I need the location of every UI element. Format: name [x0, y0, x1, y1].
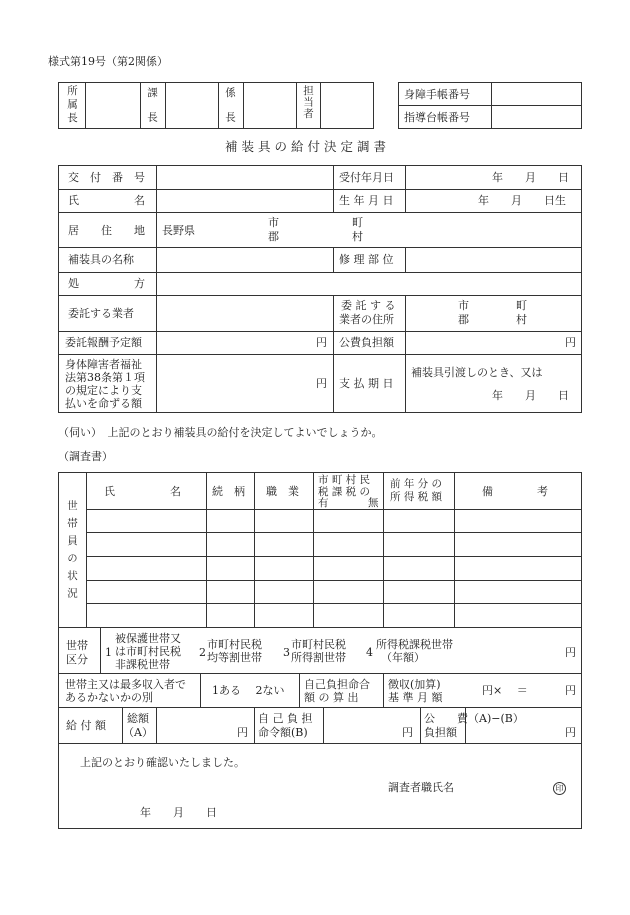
- shunyu-label-1: 世帯主又は最多収入者で: [65, 678, 186, 691]
- confirm-text: 上記のとおり確認いたしました。: [80, 756, 245, 769]
- setai-kubun-2: 区分: [66, 653, 88, 666]
- kubun-1-num: 1: [105, 646, 112, 659]
- kyoju-label: 居 住 地: [68, 224, 145, 237]
- header-kazei-1: 市 町 村 民: [318, 474, 371, 486]
- city-shi: 市: [268, 216, 279, 229]
- shimei-label: 氏 名: [68, 194, 145, 207]
- setaiin-side-label: 世帯員の状況: [66, 500, 78, 605]
- a-minus-b: （A)−(B）: [468, 712, 524, 725]
- shiharai-label: 支 払 期 日: [339, 377, 394, 390]
- header-biko: 備 考: [482, 485, 548, 498]
- header-zokugara: 続 柄: [212, 485, 245, 498]
- kubun-3-a: 市町村民税: [291, 638, 346, 651]
- shogai-yen: 円: [316, 377, 327, 390]
- town-cho: 町: [352, 216, 363, 229]
- choshu-label-2: 基 準 月 額: [388, 691, 443, 704]
- setai-kubun-1: 世帯: [66, 639, 88, 652]
- header-zeigaku-2: 所 得 税 額: [390, 491, 443, 503]
- sogaku-label-1: 総額: [127, 712, 149, 725]
- shidou-number-label: 指導台帳番号: [404, 111, 470, 124]
- seinen-label: 生 年 月 日: [339, 194, 394, 207]
- hoshu-label: 委託報酬予定額: [65, 336, 142, 349]
- investigator-label: 調査者職氏名: [388, 781, 454, 794]
- kubun-4-a: 所得税課税世帯: [376, 638, 453, 651]
- kohi-futan-label-2: 負担額: [424, 726, 457, 739]
- calc-formula: 円× ＝: [482, 684, 528, 697]
- jiko-label-1: 自己負担命合: [304, 678, 370, 691]
- kubun-1-c: 非課税世帯: [115, 658, 170, 671]
- seal-icon: 印: [553, 782, 566, 795]
- kubun-3-num: 3: [283, 646, 290, 659]
- approver-label-tantosha: 担当者: [302, 85, 314, 120]
- kubun-yen: 円: [565, 646, 576, 659]
- approver-label-shozokucho: 所属長: [66, 85, 78, 126]
- approver-stamp-box: [58, 82, 374, 129]
- itaku-cho: 町: [516, 299, 527, 312]
- header-shokugyo: 職 業: [266, 485, 299, 498]
- kohi-yen: 円: [565, 336, 576, 349]
- page-title: 補装具の給付決定調書: [225, 139, 391, 154]
- itaku-son: 村: [516, 313, 527, 326]
- sogaku-label-2: （A）: [123, 726, 153, 739]
- inquiry-text: （伺い） 上記のとおり補装具の給付を決定してよいでしょうか。: [58, 426, 383, 439]
- kyufu-label: 給 付 額: [66, 719, 106, 732]
- kubun-3-b: 所得割世帯: [291, 651, 346, 664]
- kubun-4-b: （年額）: [381, 651, 425, 664]
- town-son: 村: [352, 230, 363, 243]
- itaku-address-label-2: 業者の住所: [339, 313, 394, 326]
- hoshu-yen: 円: [316, 336, 327, 349]
- sogaku-yen: 円: [237, 726, 248, 739]
- kohi-futan-label-1: 公 費: [424, 712, 468, 725]
- kubun-2-num: 2: [199, 646, 206, 659]
- uketsuke-date: 年 月 日: [492, 171, 569, 184]
- city-gun: 郡: [268, 230, 279, 243]
- jiko-label-2: 額 の 算 出: [304, 691, 359, 704]
- approver-label-kakaricho: 係長: [224, 87, 236, 136]
- aru-nai-choice: 1ある 2ない: [212, 684, 285, 697]
- kubun-1-a: 被保護世帯又: [115, 632, 181, 645]
- jikofutan-label-2: 命令額(B): [258, 726, 308, 739]
- prefecture-text: 長野県: [162, 224, 195, 237]
- jikofutan-label-1: 自 己 負 担: [258, 712, 313, 725]
- shogai-label-3: の規定により支: [65, 384, 142, 397]
- kubun-2-a: 市町村民税: [207, 638, 262, 651]
- itaku-gun: 郡: [458, 313, 469, 326]
- kubun-1-b: は市町村民税: [115, 645, 181, 658]
- shogai-label-1: 身体障害者福祉: [65, 358, 142, 371]
- survey-label: （調査書）: [58, 450, 113, 463]
- header-kazei-2: 税 課 税 の: [318, 486, 371, 498]
- shiharai-date: 年 月 日: [492, 389, 569, 402]
- seinen-date: 年 月 日生: [478, 194, 566, 207]
- header-zeigaku-1: 前 年 分 の: [390, 478, 443, 490]
- shogai-label-2: 法第38条第１項: [65, 371, 145, 384]
- itaku-shi: 市: [458, 299, 469, 312]
- form-number: 様式第19号（第2関係）: [48, 55, 168, 68]
- itaku-label: 委託する業者: [68, 307, 134, 320]
- kohi-label: 公費負担額: [339, 336, 394, 349]
- kubun-2-b: 均等割世帯: [207, 651, 262, 664]
- shunyu-label-2: あるかないかの別: [65, 691, 153, 704]
- ab-yen: 円: [565, 726, 576, 739]
- hikiwatashi-text: 補装具引渡しのとき、又は: [411, 366, 543, 379]
- itaku-address-label-1: 委 託 す る: [341, 299, 396, 312]
- shuri-label: 修 理 部 位: [339, 253, 394, 266]
- header-kazei-3b: 無: [368, 497, 379, 509]
- shinsho-number-label: 身障手帳番号: [404, 88, 470, 101]
- choshu-label-1: 徴収(加算): [388, 678, 441, 691]
- confirm-date: 年 月 日: [140, 806, 217, 819]
- approver-label-kacho: 課長: [146, 87, 158, 136]
- shoho-label: 処 方: [68, 277, 145, 290]
- header-name: 氏 名: [104, 485, 181, 498]
- uketsuke-label: 受付年月日: [339, 171, 394, 184]
- jikofutan-yen: 円: [402, 726, 413, 739]
- calc-yen: 円: [565, 684, 576, 697]
- meisho-label: 補装具の名称: [68, 253, 134, 266]
- header-kazei-3a: 有: [318, 497, 329, 509]
- shogai-label-4: 払いを命ずる額: [65, 397, 142, 410]
- kofu-label: 交 付 番 号: [68, 171, 145, 184]
- kubun-4-num: 4: [366, 646, 373, 659]
